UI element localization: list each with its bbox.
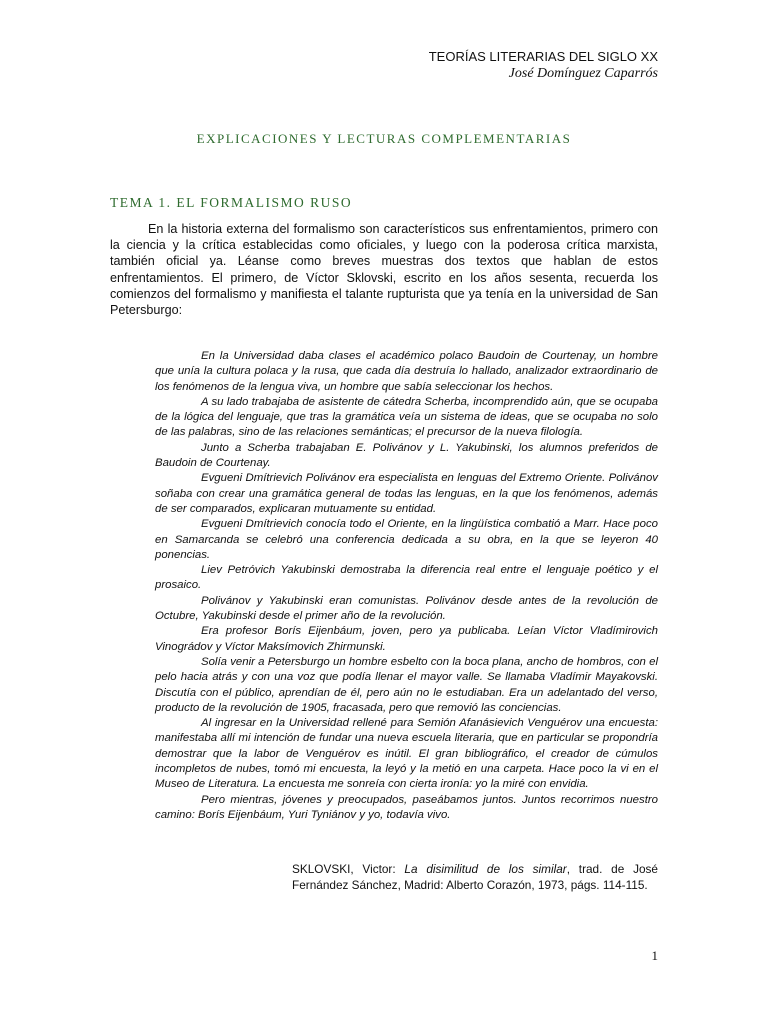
citation-author: SKLOVSKI, Victor: — [292, 862, 405, 876]
running-header — [429, 48, 658, 83]
quote-paragraph: Era profesor Borís Eijenbáum, joven, pero ya publicaba. Leían Víctor Vladímirovich Vinográdov y Víctor Maksímovich Zhirmunski. — [155, 625, 658, 653]
author-name: José Domínguez Caparrós — [508, 66, 658, 81]
quote-paragraph: Evgueni Dmítrievich conocía todo el Oriente, en la lingüística combatió a Marr. Hace poco en Samarcanda se celebró una conferencia dedicada a su obra, en la que se leyeron 40 ponencias. — [155, 518, 658, 561]
quote-paragraph: Pero mientras, jóvenes y preocupados, paseábamos juntos. Juntos recorrimos nuestro camino: Borís Eijenbáum, Yuri Tyniánov y yo, todavía vivo. — [155, 793, 658, 821]
citation — [292, 862, 658, 893]
block-quote — [155, 349, 658, 823]
intro-paragraph: En la historia externa del formalismo son característicos sus enfrentamientos, primero con la ciencia y la crítica establecidas como oficiales, y luego con la poderosa crítica marxista, también oficial ya. Léanse como breves muestras dos textos que hablan de estos enfrentamientos. El primero, de Víctor Sklovski, escrito en los años sesenta, recuerda los comienzos del formalismo y manifiesta el talante rupturista que ya tenía en la universidad de San Petersburgo: — [110, 222, 658, 318]
quote-paragraph: En la Universidad daba clases el académico polaco Baudoin de Courtenay, un hombre que unía la cultura polaca y la rusa, que cada día destruía lo hallado, analizador extraordinario de los fenómenos de la lengua viva, un hombre que sabía seleccionar los hechos. — [155, 350, 658, 393]
topic-title: TEMA 1. EL FORMALISMO RUSO — [110, 195, 353, 210]
quote-paragraph: A su lado trabajaba de asistente de cátedra Scherba, incomprendido aún, que se ocupaba de la lógica del lenguaje, que tras la gramática veía un sistema de ideas, que se ocupaba no solo de las palabras, sino de las relaciones semánticas; el precursor de la nueva filología. — [155, 395, 658, 439]
book-title: TEORÍAS LITERARIAS DEL SIGLO XX — [428, 49, 658, 64]
citation-details: , trad. de José Fernández Sánchez, Madrid: Alberto Corazón, 1973, págs. 114-115. — [292, 862, 658, 892]
citation-work: La disimilitud de los similar — [404, 862, 567, 876]
page-number: 1 — [651, 948, 658, 963]
quote-paragraph: Junto a Scherba trabajaban E. Polivánov y L. Yakubinski, los alumnos preferidos de Baudoin de Courtenay. — [155, 441, 658, 470]
quote-paragraph: Solía venir a Petersburgo un hombre esbelto con la boca plana, ancho de hombros, con el pelo hacia atrás y con una voz que podía llenar el mayor valle. Se llamaba Vladímir Mayakovski. Discutía con el público, aprendían de él, pero aún no le estudiaban. Era un adelantado del verso, producto de la revolución de 1905, fracasada, pero que removió las conciencias. — [155, 655, 658, 714]
quote-paragraph: Liev Petróvich Yakubinski demostraba la diferencia real entre el lenguaje poético y el prosaico. — [155, 564, 658, 592]
section-title: EXPLICACIONES Y LECTURAS COMPLEMENTARIAS — [196, 131, 572, 146]
quote-paragraph: Al ingresar en la Universidad rellené para Semión Afanásievich Venguérov una encuesta: manifestaba allí mi intención de fundar una nueva escuela literaria, que en particular se propondría demostrar que la labor de Venguérov es inútil. El gran bibliográfico, el creador de cúmulos incompletos de nubes, tomó mi encuesta, la leyó y la metió en una carpeta. Hace poco la vi en el Museo de Literatura. La encuesta me sonreía con cierta ironía: yo la miré con envidia. — [155, 717, 658, 791]
quote-paragraph: Evgueni Dmítrievich Polivánov era especialista en lenguas del Extremo Oriente. Polivánov soñaba con crear una gramática general de todas las lenguas, en la que los fenómenos, además de ser comparados, explicaran mutuamente su entidad. — [155, 472, 658, 515]
quote-paragraph: Polivánov y Yakubinski eran comunistas. Polivánov desde antes de la revolución de Octubre, Yakubinski desde el primer año de la revolución. — [155, 594, 658, 623]
